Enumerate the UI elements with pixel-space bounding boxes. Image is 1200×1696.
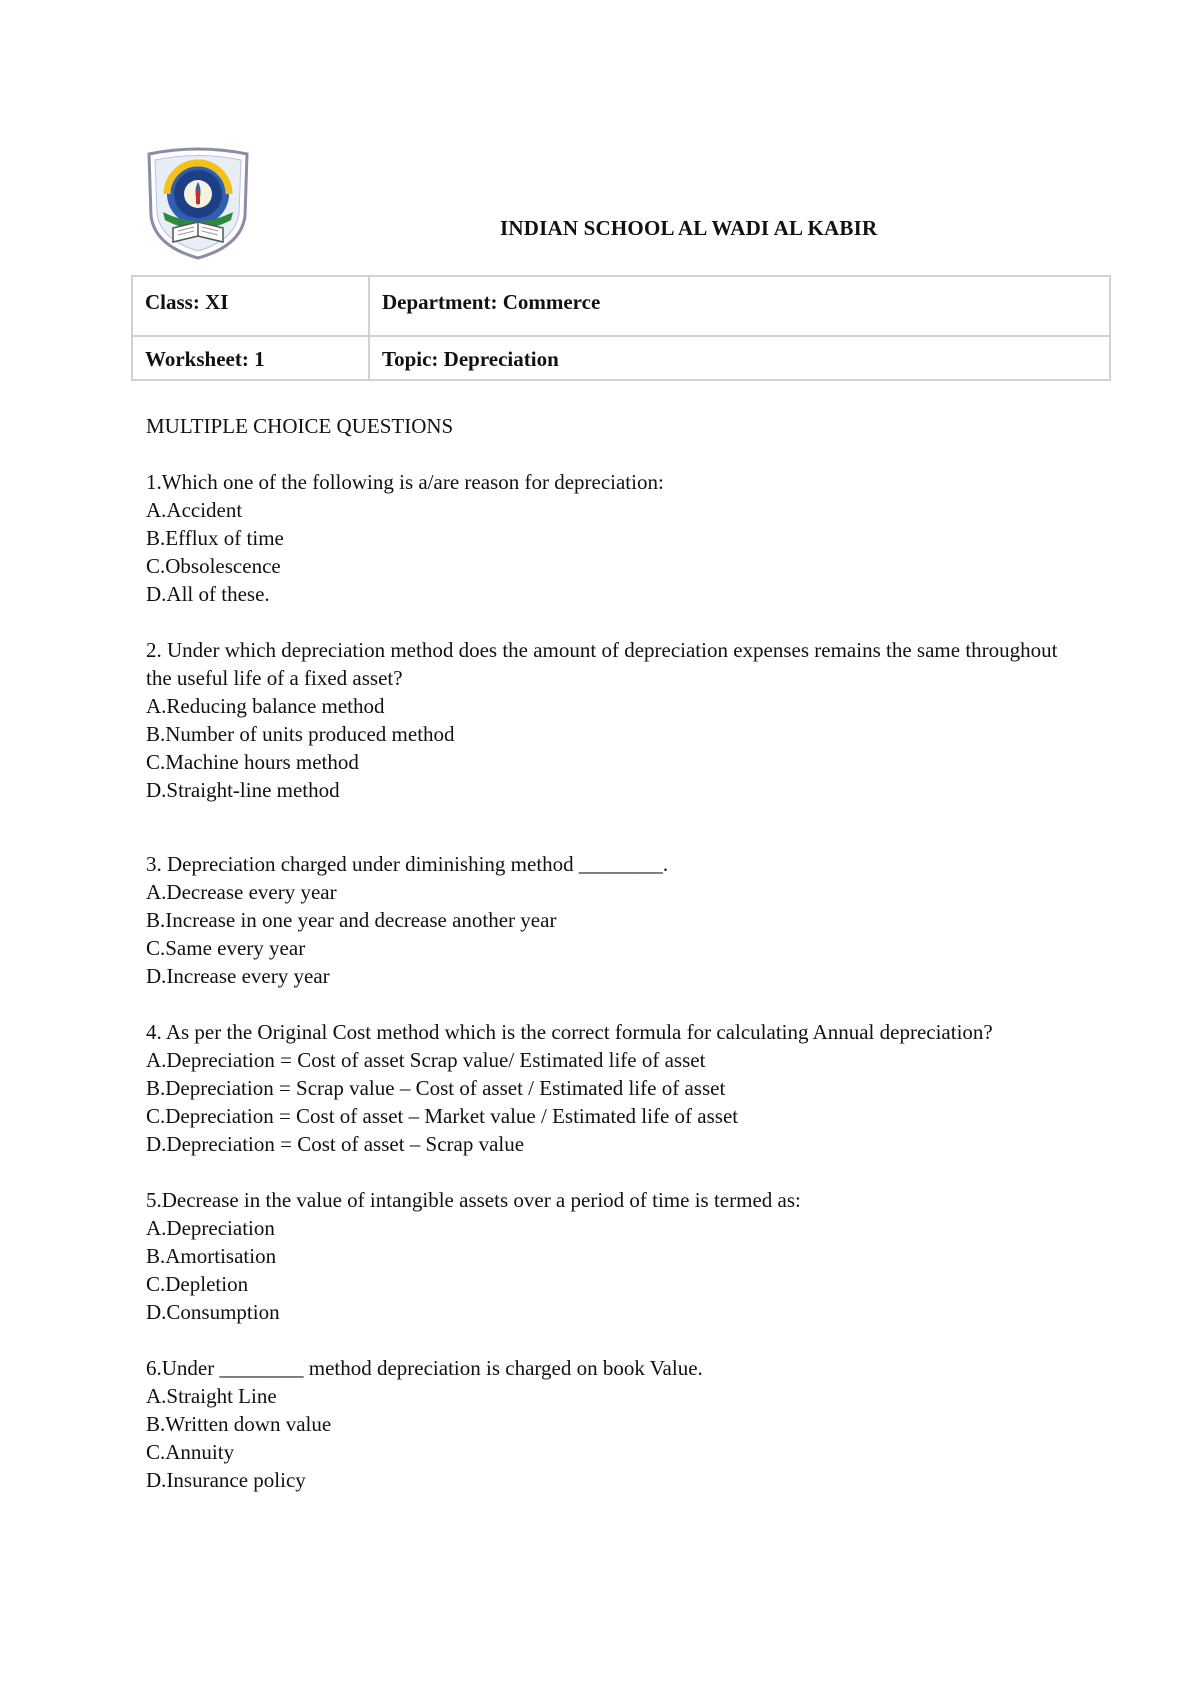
question-5 [146,1186,1066,1326]
question-3 [146,850,1066,990]
option-c: C.Same every year [146,936,306,960]
question-text: 3. Depreciation charged under diminishing method ________. [146,852,669,876]
worksheet-cell: Worksheet: 1 [132,336,369,380]
option-a: A.Depreciation [146,1216,275,1240]
department-cell: Department: Commerce [369,276,1110,336]
option-c: C.Depletion [146,1272,249,1296]
school-name: INDIAN SCHOOL AL WADI AL KABIR [500,216,878,240]
option-b: B.Efflux of time [146,526,284,550]
topic-cell: Topic: Depreciation [369,336,1110,380]
info-row-class [132,276,1110,336]
worksheet-info-table [131,275,1111,381]
question-text: 5.Decrease in the value of intangible assets over a period of time is termed as: [146,1188,801,1212]
school-logo [145,146,251,260]
section-heading: MULTIPLE CHOICE QUESTIONS [146,414,454,438]
option-d: D.Insurance policy [146,1468,306,1492]
option-c: C.Obsolescence [146,554,281,578]
option-d: D.Straight-line method [146,778,340,802]
question-2 [146,636,1066,804]
option-c: C.Machine hours method [146,750,359,774]
question-6 [146,1354,1066,1494]
info-row-worksheet [132,336,1110,380]
school-crest-icon [145,146,251,260]
option-b: B.Increase in one year and decrease another year [146,908,557,932]
option-d: D.Consumption [146,1300,280,1324]
question-1 [146,468,1066,608]
option-b: B.Written down value [146,1412,332,1436]
option-b: B.Amortisation [146,1244,277,1268]
option-d: D.All of these. [146,582,270,606]
question-text: 1.Which one of the following is a/are reason for depreciation: [146,470,664,494]
option-a: A.Decrease every year [146,880,337,904]
option-b: B.Depreciation = Scrap value – Cost of asset / Estimated life of asset [146,1076,726,1100]
worksheet-content [146,412,1066,1522]
option-d: D.Depreciation = Cost of asset – Scrap value [146,1132,525,1156]
option-a: A.Straight Line [146,1384,277,1408]
option-a: A.Reducing balance method [146,694,385,718]
option-b: B.Number of units produced method [146,722,455,746]
class-cell: Class: XI [132,276,369,336]
question-text: 6.Under ________ method depreciation is charged on book Value. [146,1356,703,1380]
option-c: C.Depreciation = Cost of asset – Market value / Estimated life of asset [146,1104,739,1128]
question-text: 2. Under which depreciation method does the amount of depreciation expenses remains the same throughout the useful life of a fixed asset? [146,638,1058,690]
option-a: A.Depreciation = Cost of asset Scrap value/ Estimated life of asset [146,1048,706,1072]
option-a: A.Accident [146,498,243,522]
question-text: 4. As per the Original Cost method which is the correct formula for calculating Annual depreciation? [146,1020,993,1044]
option-d: D.Increase every year [146,964,330,988]
question-4 [146,1018,1066,1158]
option-c: C.Annuity [146,1440,235,1464]
